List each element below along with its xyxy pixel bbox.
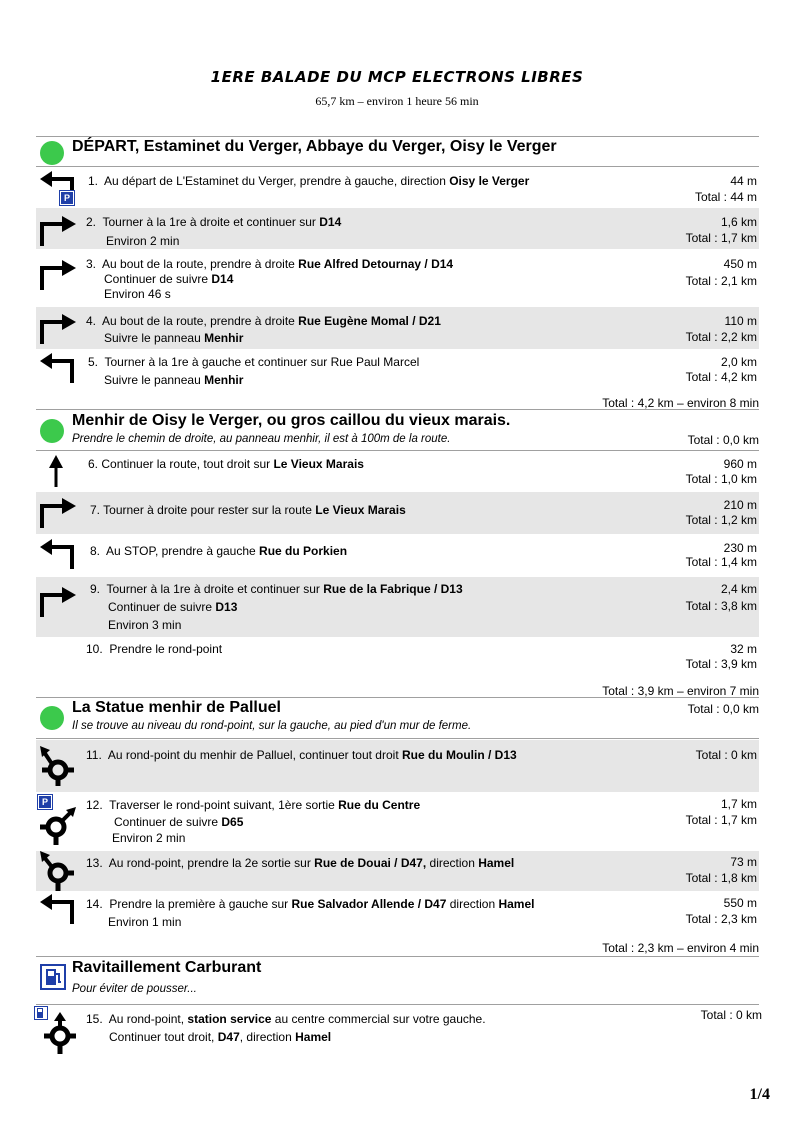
step-text: 15. Au rond-point, station service au centre commercial sur votre gauche. (86, 1012, 486, 1026)
step-detail: Continuer de suivre D14 (104, 272, 234, 286)
step-total: Total : 2,1 km (685, 274, 757, 288)
step-total: Total : 1,0 km (685, 472, 757, 486)
section-ravitaillement (36, 958, 759, 998)
roundabout-icon (36, 744, 80, 788)
step-detail: Continuer tout droit, D47, direction Hamel (109, 1030, 332, 1044)
step-distance: 450 m (723, 257, 757, 271)
step-row-3 (36, 250, 759, 306)
turn-right-icon (36, 210, 80, 254)
step-detail: Suivre le panneau Menhir (104, 331, 244, 345)
turn-left-icon (36, 535, 80, 579)
step-total: Total : 1,8 km (685, 871, 757, 885)
step-text: 8. Au STOP, prendre à gauche Rue du Porkien (90, 544, 348, 558)
step-row-2 (36, 208, 759, 249)
step-text: 11. Au rond-point du menhir de Palluel, continuer tout droit Rue du Moulin / D13 (86, 748, 517, 762)
step-distance: 210 m (723, 498, 757, 512)
step-row-8 (36, 535, 759, 576)
step-distance: 230 m (723, 541, 757, 555)
turn-right-icon (36, 492, 80, 536)
step-total: Total : 0 km (695, 748, 757, 762)
step-duration: Environ 46 s (104, 287, 171, 301)
step-distance: 1,6 km (720, 215, 757, 229)
step-text: 12. Traverser le rond-point suivant, 1ère sortie Rue du Centre (86, 798, 421, 812)
section-summary: Total : 2,3 km – environ 4 min (602, 941, 759, 955)
step-text: 6. Continuer la route, tout droit sur Le Vieux Marais (88, 457, 364, 471)
step-row-10 (36, 638, 759, 680)
step-duration: Environ 1 min (108, 915, 182, 929)
step-row-5 (36, 350, 759, 392)
turn-left-icon (36, 349, 80, 393)
step-row-12 (36, 793, 759, 850)
step-total: Total : 2,3 km (685, 912, 757, 926)
step-text: 2. Tourner à la 1re à droite et continuer sur D14 (86, 215, 342, 229)
step-row-9 (36, 577, 759, 637)
step-row-11 (36, 740, 759, 792)
step-distance: 1,7 km (720, 797, 757, 811)
section-statue-palluel (36, 698, 759, 738)
roundabout-icon (36, 805, 80, 849)
step-text: 14. Prendre la première à gauche sur Rue Salvador Allende / D47 direction Hamel (86, 897, 535, 911)
step-text: 4. Au bout de la route, prendre à droite Rue Eugène Momal / D21 (86, 314, 441, 328)
step-total: Total : 1,7 km (685, 813, 757, 827)
section-total: Total : 0,0 km (687, 433, 759, 447)
section-subtitle: Il se trouve au niveau du rond-point, sur la gauche, au pied d'un mur de ferme. (72, 720, 472, 732)
step-total: Total : 1,4 km (685, 555, 757, 569)
step-text: 3. Au bout de la route, prendre à droite Rue Alfred Detournay / D14 (86, 257, 454, 271)
step-total: Total : 0 km (700, 1008, 762, 1022)
step-total: Total : 4,2 km (685, 370, 757, 384)
step-row-6 (36, 451, 759, 491)
section-summary: Total : 4,2 km – environ 8 min (602, 396, 759, 410)
step-distance: 110 m (724, 314, 757, 328)
step-row-4 (36, 307, 759, 349)
turn-right-icon (36, 581, 80, 625)
parking-icon: P (38, 795, 52, 809)
step-distance: 2,4 km (720, 582, 757, 596)
section-title: La Statue menhir de Palluel (72, 699, 281, 716)
step-distance: 550 m (723, 896, 757, 910)
step-detail: Continuer de suivre D13 (108, 600, 238, 614)
step-distance: 73 m (730, 855, 757, 869)
roundabout-icon (36, 849, 80, 893)
step-row-15 (36, 1006, 762, 1056)
section-title: Ravitaillement Carburant (72, 959, 262, 976)
straight-arrow-icon (36, 451, 80, 495)
step-text: 1. Au départ de L'Estaminet du Verger, prendre à gauche, direction Oisy le Verger (88, 174, 530, 188)
step-row-1 (36, 167, 759, 207)
step-row-7 (36, 492, 759, 534)
green-dot-icon (40, 419, 64, 443)
fuel-pump-icon (40, 964, 66, 990)
section-title: Menhir de Oisy le Verger, ou gros caillou du vieux marais. (72, 412, 511, 429)
divider (36, 1004, 759, 1005)
step-distance: 44 m (730, 174, 757, 188)
step-total: Total : 2,2 km (685, 330, 757, 344)
step-row-14 (36, 892, 759, 936)
step-total: Total : 3,9 km (685, 657, 757, 671)
divider (36, 738, 759, 739)
step-text: 5. Tourner à la 1re à gauche et continuer sur Rue Paul Marcel (88, 355, 420, 369)
parking-icon: P (60, 191, 74, 205)
step-total: Total : 1,2 km (685, 513, 757, 527)
section-summary: Total : 3,9 km – environ 7 min (602, 684, 759, 698)
green-dot-icon (40, 706, 64, 730)
page-title: 1ERE BALADE DU MCP ELECTRONS LIBRES (210, 68, 584, 86)
divider (36, 956, 759, 957)
divider (36, 409, 759, 410)
step-text: 7. Tourner à droite pour rester sur la route Le Vieux Marais (90, 503, 406, 517)
step-total: Total : 44 m (694, 190, 757, 204)
step-text: 10. Prendre le rond-point (86, 642, 223, 656)
step-distance: 2,0 km (720, 355, 757, 369)
step-text: 9. Tourner à la 1re à droite et continuer sur Rue de la Fabrique / D13 (90, 582, 463, 596)
section-total: Total : 0,0 km (687, 702, 759, 716)
turn-left-icon (36, 890, 80, 934)
step-duration: Environ 3 min (108, 618, 182, 632)
section-title: DÉPART, Estaminet du Verger, Abbaye du Verger, Oisy le Verger (72, 138, 557, 155)
turn-right-icon (36, 254, 80, 298)
green-dot-icon (40, 141, 64, 165)
step-total: Total : 1,7 km (685, 231, 757, 245)
roundabout-icon (36, 1012, 80, 1056)
step-distance: 960 m (723, 457, 757, 471)
step-total: Total : 3,8 km (685, 599, 757, 613)
section-subtitle: Pour éviter de pousser... (72, 983, 197, 995)
step-detail: Continuer de suivre D65 (114, 815, 244, 829)
turn-right-icon (36, 308, 80, 352)
page-number: 1/4 (749, 1086, 770, 1103)
step-text: 13. Au rond-point, prendre la 2e sortie sur Rue de Douai / D47, direction Hamel (86, 856, 515, 870)
step-duration: Environ 2 min (112, 831, 186, 845)
step-detail: Suivre le panneau Menhir (104, 373, 244, 387)
route-summary: 65,7 km – environ 1 heure 56 min (315, 94, 479, 108)
section-depart (36, 137, 759, 169)
step-row-13 (36, 851, 759, 891)
section-subtitle: Prendre le chemin de droite, au panneau menhir, il est à 100m de la route. (72, 433, 451, 445)
step-duration: Environ 2 min (106, 234, 180, 248)
section-menhir-oisy (36, 411, 759, 451)
step-distance: 32 m (730, 642, 757, 656)
